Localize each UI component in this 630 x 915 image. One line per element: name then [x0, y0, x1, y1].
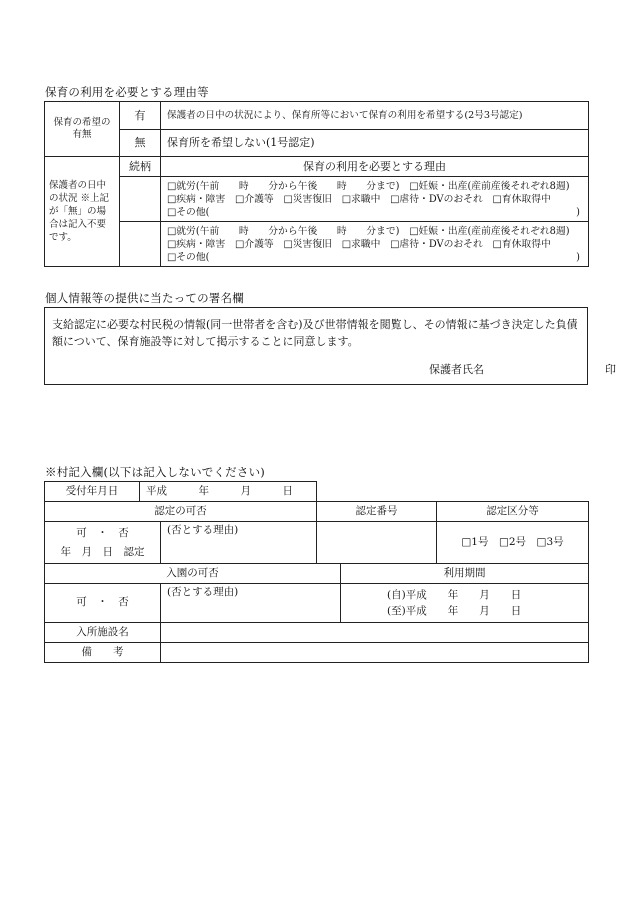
- remarks-field[interactable]: [161, 643, 589, 663]
- reason-cell-1[interactable]: [161, 177, 589, 222]
- reject-reason-label: (否とする理由): [167, 524, 239, 536]
- other-label: □その他(: [167, 251, 210, 263]
- relation-cell-2[interactable]: [120, 222, 161, 267]
- reason-line: □就労(午前 時 分から午後 時 分まで) □妊娠・出産(産前産後それぞれ8週): [167, 180, 570, 192]
- reason-line: □疾病・障害 □介護等 □災害復旧 □求職中 □虐待・DVのおそれ □育休取得中: [167, 238, 551, 250]
- consent-text: 支給認定に必要な村民税の情報(同一世帯者を含む)及び世帯情報を閲覧し、その情報に基づき決定した負債額について、保育施設等に対して掲示することに同意します。: [52, 318, 578, 348]
- seal-label: 印: [605, 363, 616, 376]
- section3-title: ※村記入欄(以下は記入しないでください): [45, 465, 265, 479]
- period-from: (自)平成 年 月 日: [387, 589, 522, 601]
- period-to: (至)平成 年 月 日: [387, 605, 522, 617]
- reject-reason-cell[interactable]: [161, 522, 317, 564]
- no-option-text[interactable]: 保育所を希望しない(1号認定): [161, 130, 589, 157]
- cert-class-header: 認定区分等: [437, 502, 589, 522]
- reason-table: [44, 101, 589, 267]
- other-label: □その他(: [167, 206, 210, 218]
- yes-label: 有: [120, 102, 161, 130]
- period-header: 利用期間: [341, 564, 589, 584]
- cert-no-cell[interactable]: [317, 522, 437, 564]
- received-label: 受付年月日: [45, 482, 140, 502]
- facility-table: [44, 622, 589, 663]
- reason-line: □疾病・障害 □介護等 □災害復旧 □求職中 □虐待・DVのおそれ □育休取得中: [167, 193, 551, 205]
- relation-cell-1[interactable]: [120, 177, 161, 222]
- received-table: [44, 481, 317, 502]
- cert-no-header: 認定番号: [317, 502, 437, 522]
- approval-table: [44, 501, 589, 564]
- other-close: ): [576, 206, 580, 218]
- reason-header: 保育の利用を必要とする理由: [161, 157, 589, 177]
- facility-label: 入所施設名: [45, 623, 161, 643]
- period-cell[interactable]: [341, 584, 589, 623]
- no-label: 無: [120, 130, 161, 157]
- guardian-name-label: 保護者氏名: [429, 363, 484, 376]
- other-close: ): [576, 251, 580, 263]
- section2-title: 個人情報等の提供に当たっての署名欄: [45, 291, 244, 305]
- consent-box: [44, 307, 616, 385]
- cert-date-text: 年 月 日 認定: [60, 545, 145, 558]
- approval-header: 認定の可否: [45, 502, 317, 522]
- facility-field[interactable]: [161, 623, 589, 643]
- approval-yes-no[interactable]: [45, 522, 161, 564]
- entry-header: 入園の可否: [45, 564, 341, 584]
- yes-option-text[interactable]: 保護者の日中の状況により、保育所等において保育の利用を希望する(2号3号認定): [161, 102, 589, 130]
- entry-table: [44, 563, 589, 623]
- reason-cell-2[interactable]: [161, 222, 589, 267]
- entry-reject-reason-cell[interactable]: [161, 584, 341, 623]
- reason-line: [167, 251, 588, 264]
- yes-no-text: 可 ・ 否: [76, 526, 129, 539]
- entry-yes-no[interactable]: 可 ・ 否: [45, 584, 161, 623]
- hope-header: 保育の希望の有無: [45, 102, 120, 157]
- relation-header: 続柄: [120, 157, 161, 177]
- section1-title: 保育の利用を必要とする理由等: [45, 85, 209, 99]
- reason-line: □就労(午前 時 分から午後 時 分まで) □妊娠・出産(産前産後それぞれ8週): [167, 225, 570, 237]
- remarks-label: 備 考: [45, 643, 161, 663]
- cert-class-options[interactable]: □1号 □2号 □3号: [437, 522, 589, 564]
- received-date[interactable]: 平成 年 月 日: [140, 482, 317, 502]
- daytime-status-label: 保護者の日中の状況 ※上記が「無」の場合は記入不要です。: [45, 157, 120, 267]
- reason-line: [167, 206, 588, 219]
- entry-reject-reason-label: (否とする理由): [167, 586, 239, 598]
- guardian-name-field[interactable]: [485, 358, 555, 376]
